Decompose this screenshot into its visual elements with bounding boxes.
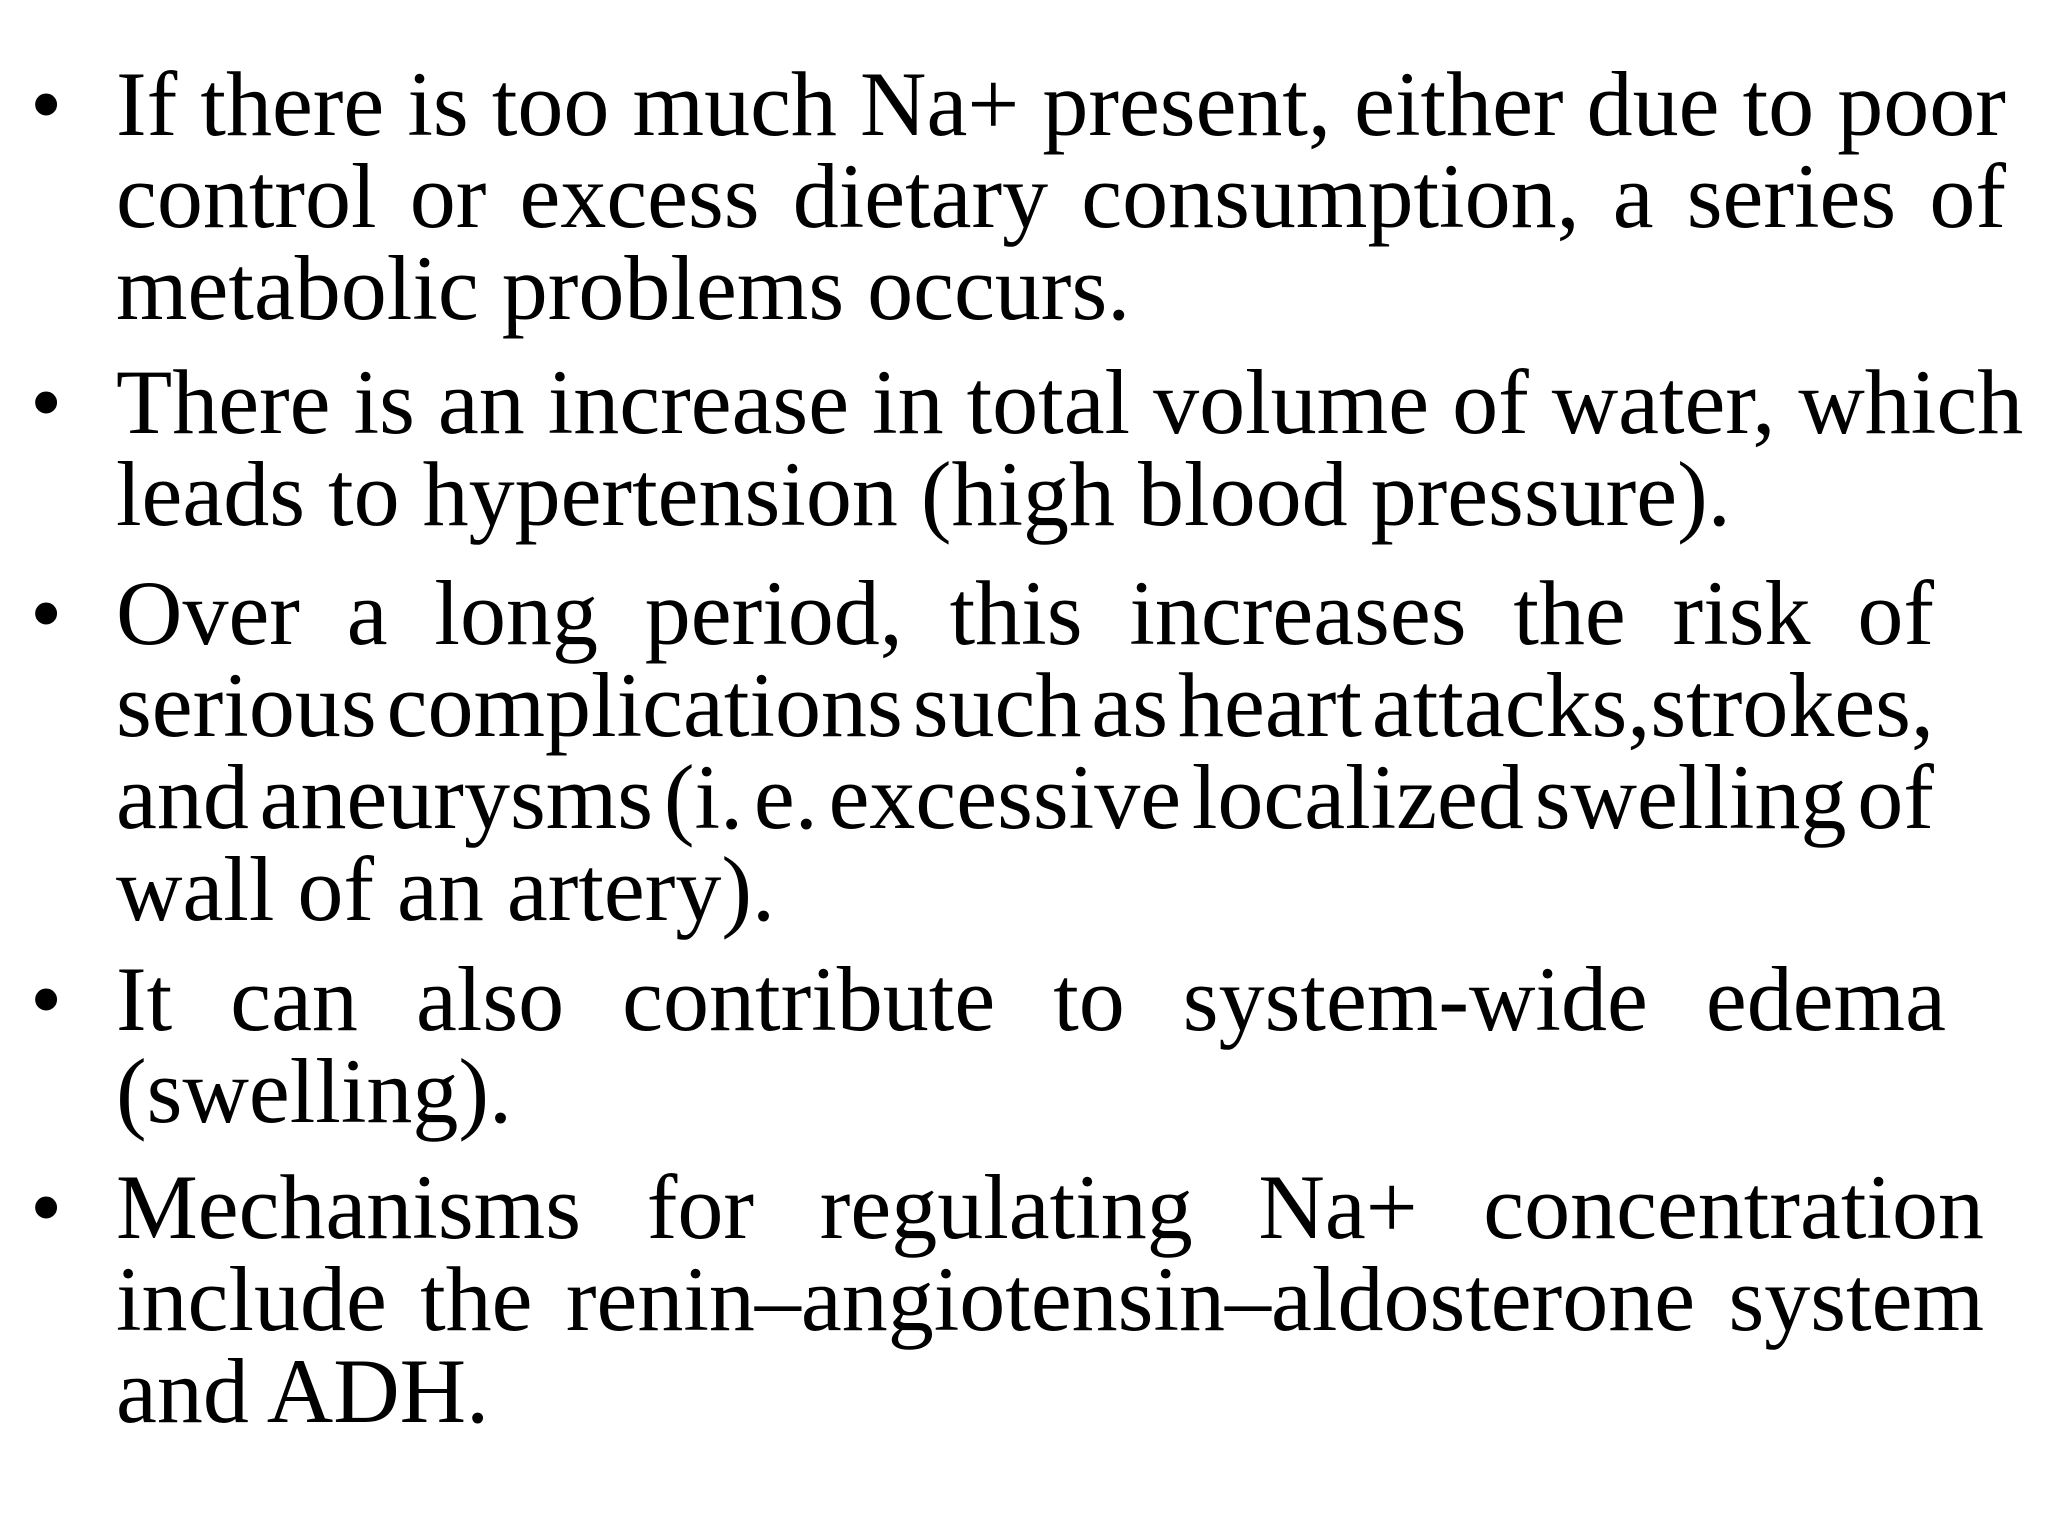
word: serious: [116, 654, 377, 756]
word: excess: [519, 145, 760, 247]
word: risk: [1672, 562, 1811, 664]
word: can: [230, 948, 358, 1050]
word: heart: [1178, 654, 1362, 756]
text-line: [116, 746, 1934, 848]
word: due: [1586, 53, 1720, 155]
text-line: [116, 145, 2006, 247]
word: there: [200, 53, 385, 155]
word: as: [1091, 654, 1169, 756]
word: Na+: [860, 53, 1020, 155]
text-line: [116, 1156, 1984, 1258]
word: too: [491, 53, 610, 155]
word: swelling: [1534, 746, 1847, 848]
word: to: [1742, 53, 1815, 155]
word: attacks,strokes,: [1371, 654, 1934, 756]
text-line: [116, 562, 1934, 664]
word: contribute: [622, 948, 996, 1050]
word: complications: [386, 654, 903, 756]
word: the: [420, 1248, 533, 1350]
text-line: and ADH.: [116, 1340, 490, 1442]
word: or: [409, 145, 487, 247]
word: is: [407, 53, 469, 155]
bullet-marker: •: [30, 351, 63, 453]
word: poor: [1837, 53, 2006, 155]
text-line: [116, 53, 2006, 155]
word: include: [116, 1248, 387, 1350]
word: If: [116, 53, 178, 155]
word: of: [1929, 145, 2006, 247]
word: Na+: [1258, 1156, 1418, 1258]
word: aneurysms: [259, 746, 654, 848]
text-line: wall of an artery).: [116, 838, 776, 940]
text-line: [116, 1248, 1984, 1350]
word: localized: [1191, 746, 1524, 848]
word: series: [1686, 145, 1897, 247]
word: and: [116, 746, 249, 848]
word: Mechanisms: [116, 1156, 582, 1258]
word: (i.: [663, 746, 744, 848]
text-line: metabolic problems occurs.: [116, 237, 1131, 339]
bullet-marker: •: [30, 1156, 63, 1258]
bullet-text: [116, 351, 2024, 545]
word: either: [1354, 53, 1564, 155]
word: consumption,: [1081, 145, 1580, 247]
word: regulating: [819, 1156, 1193, 1258]
word: It: [116, 948, 173, 1050]
text-line: There is an increase in total volume of water, which: [116, 351, 2024, 453]
word: long: [434, 562, 598, 664]
bullet-marker: •: [30, 948, 63, 1050]
bullet-text: [116, 948, 1946, 1142]
bullet-text: [116, 562, 1934, 940]
word: system-wide: [1182, 948, 1648, 1050]
word: a: [346, 562, 388, 664]
word: system: [1728, 1248, 1984, 1350]
text-line: [116, 948, 1946, 1050]
word: control: [116, 145, 377, 247]
word: period,: [644, 562, 903, 664]
bullet-text: [116, 1156, 1984, 1442]
word: e.: [753, 746, 818, 848]
word: such: [912, 654, 1082, 756]
text-line: leads to hypertension (high blood pressure).: [116, 443, 1731, 545]
word: Over: [116, 562, 300, 664]
word: for: [646, 1156, 755, 1258]
bullet-marker: •: [30, 53, 63, 155]
word: also: [415, 948, 565, 1050]
word: increases: [1129, 562, 1467, 664]
bullet-marker: •: [30, 562, 63, 664]
word: excessive: [828, 746, 1182, 848]
word: of: [1857, 562, 1934, 664]
text-line: (swelling).: [116, 1040, 513, 1142]
word: this: [949, 562, 1083, 664]
word: present,: [1042, 53, 1331, 155]
word: renin–angiotensin–aldosterone: [565, 1248, 1696, 1350]
bullet-text: [116, 53, 2006, 339]
word: to: [1053, 948, 1125, 1050]
word: the: [1513, 562, 1626, 664]
word: much: [632, 53, 837, 155]
word: concentration: [1483, 1156, 1984, 1258]
word: a: [1612, 145, 1654, 247]
word: edema: [1705, 948, 1946, 1050]
word: dietary: [792, 145, 1049, 247]
text-line: [116, 654, 1934, 756]
word: of: [1857, 746, 1934, 848]
